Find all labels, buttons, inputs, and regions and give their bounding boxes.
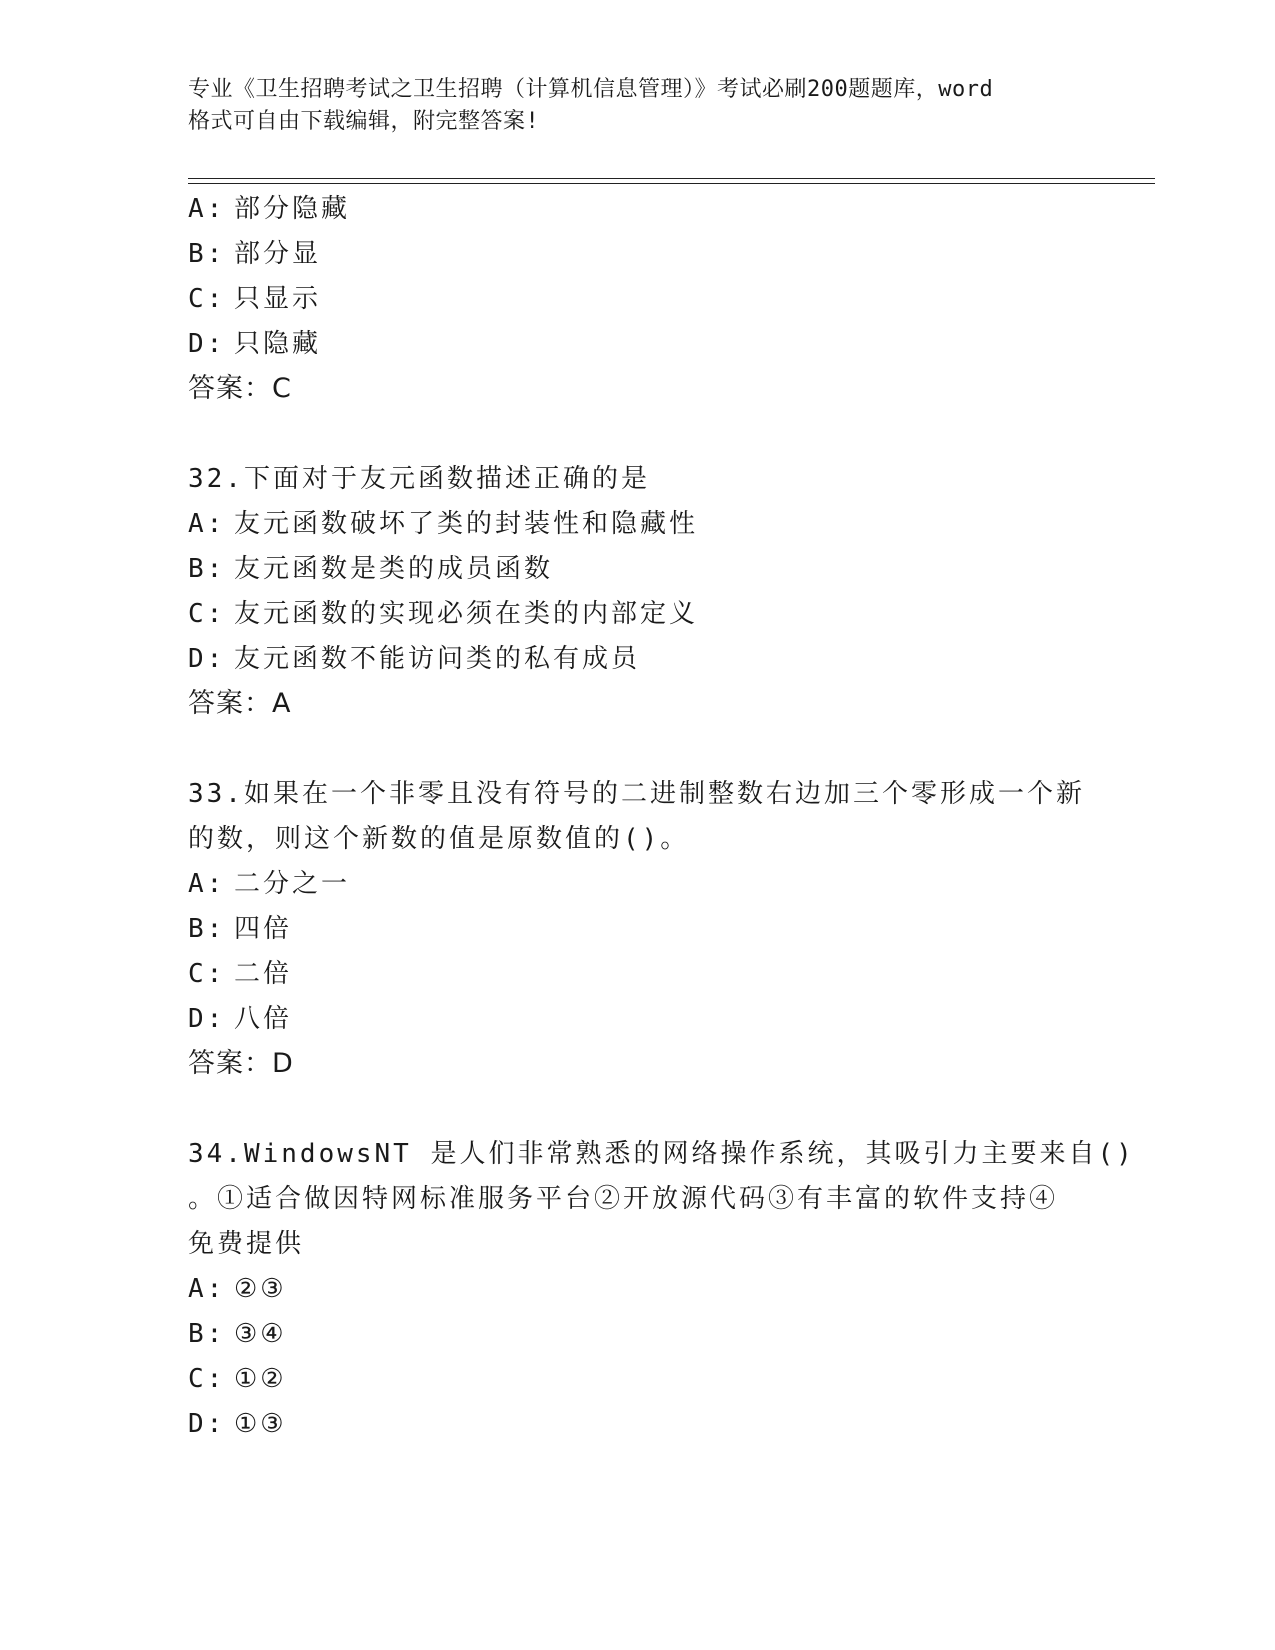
q33-stem-line-2: 的数，则这个新数的值是原数值的()。 [188,824,690,854]
option-text: 部分显 [234,239,322,269]
q33-option-c [188,957,292,991]
q31-option-d [188,327,321,361]
q32-option-a [188,507,698,541]
q33-option-d [188,1002,292,1036]
option-label: D: [188,329,226,359]
option-text: ①② [234,1364,287,1394]
option-label: A: [188,869,226,899]
option-text: 四倍 [234,914,293,944]
option-text: ②③ [234,1274,287,1304]
q34-stem-line-3: 免费提供 [188,1229,305,1259]
q33-option-a [188,867,350,901]
option-text: 二倍 [234,959,293,989]
q32-option-d [188,642,640,676]
header-divider-bottom [188,183,1155,184]
q32-answer: 答案：A [188,688,292,719]
option-text: 二分之一 [234,869,351,899]
option-label: D: [188,1004,226,1034]
q32-option-b [188,552,553,586]
header-divider-top [188,178,1155,179]
q34-stem-line-2: 。①适合做因特网标准服务平台②开放源代码③有丰富的软件支持④ [188,1184,1059,1214]
q33-stem-line-1: 33.如果在一个非零且没有符号的二进制整数右边加三个零形成一个新 [188,779,1085,809]
document-header [188,74,1088,138]
option-label: A: [188,1274,226,1304]
option-text: 友元函数是类的成员函数 [234,554,554,584]
q33-answer: 答案：D [188,1048,294,1079]
option-label: A: [188,194,226,224]
option-label: C: [188,599,226,629]
option-text: ①③ [234,1409,287,1439]
q34-option-a [188,1272,287,1306]
option-label: C: [188,959,226,989]
option-label: C: [188,284,226,314]
option-label: C: [188,1364,226,1394]
q34-option-c [188,1362,287,1396]
option-text: 部分隐藏 [234,194,351,224]
option-text: 友元函数不能访问类的私有成员 [234,644,641,674]
q31-option-c [188,282,321,316]
option-label: B: [188,1319,226,1349]
option-text: ③④ [234,1319,287,1349]
q33-option-b [188,912,292,946]
option-label: A: [188,509,226,539]
option-label: D: [188,644,226,674]
q32-option-c [188,597,698,631]
header-line-2: 格式可自由下载编辑，附完整答案! [188,109,540,134]
header-line-1: 专业《卫生招聘考试之卫生招聘（计算机信息管理）》考试必刷200题题库，word [188,77,994,102]
q31-answer: 答案：C [188,373,292,404]
q34-option-d [188,1407,287,1441]
option-text: 只隐藏 [234,329,322,359]
option-text: 友元函数的实现必须在类的内部定义 [234,599,699,629]
q32-stem: 32.下面对于友元函数描述正确的是 [188,464,650,494]
option-label: B: [188,554,226,584]
q34-stem-line-1: 34.WindowsNT 是人们非常熟悉的网络操作系统，其吸引力主要来自() [188,1139,1135,1169]
option-text: 只显示 [234,284,322,314]
q31-option-b [188,237,321,271]
option-label: D: [188,1409,226,1439]
option-label: B: [188,239,226,269]
q31-option-a [188,192,350,226]
option-text: 八倍 [234,1004,293,1034]
option-text: 友元函数破坏了类的封装性和隐藏性 [234,509,699,539]
q34-option-b [188,1317,287,1351]
option-label: B: [188,914,226,944]
